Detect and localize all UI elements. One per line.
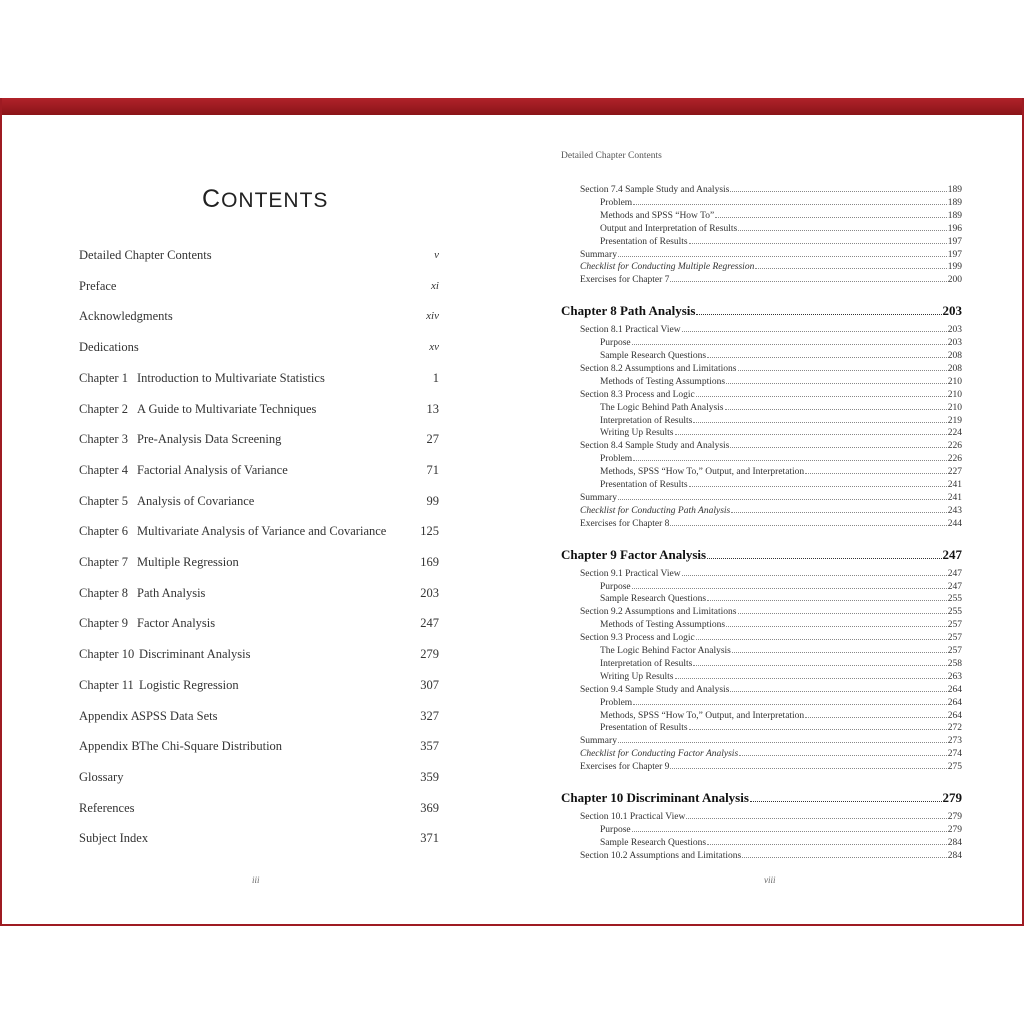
- entry-page: 189: [947, 197, 962, 208]
- entry-title: Logistic Regression: [139, 677, 239, 692]
- entry-title: Path Analysis: [137, 585, 206, 600]
- entry-title: Purpose: [600, 824, 631, 835]
- entry-page: 189: [947, 185, 962, 195]
- entry-label: Chapter 1: [79, 370, 128, 385]
- dot-leader: [730, 183, 946, 192]
- entry-page: 203: [420, 585, 439, 600]
- entry-title: Output and Interpretation of Results: [600, 223, 738, 234]
- entry-page: 226: [947, 441, 962, 452]
- entry-title: Chapter 9 Factor Analysis: [561, 546, 707, 562]
- entry-page: 13: [426, 401, 439, 416]
- dot-leader: [726, 618, 947, 627]
- entry-page: 275: [947, 762, 962, 773]
- entry-label: Chapter 8: [79, 585, 128, 600]
- dot-leader: [633, 696, 947, 705]
- entry-label: Appendix B: [79, 739, 140, 754]
- book-spread: [0, 98, 1024, 926]
- dot-leader: [618, 248, 947, 257]
- entry-title: Presentation of Results: [600, 723, 688, 734]
- dot-leader: [707, 836, 947, 845]
- entry-title: Detailed Chapter Contents: [79, 248, 212, 262]
- contents-entry: [580, 323, 962, 336]
- entry-title: Problem: [600, 697, 633, 708]
- dot-leader: [675, 426, 947, 435]
- entry-page: 1: [432, 370, 439, 385]
- dot-leader: [696, 631, 947, 640]
- dot-leader: [670, 760, 946, 769]
- contents-entry: [600, 465, 962, 478]
- entry-title: Chapter 8 Path Analysis: [561, 303, 696, 319]
- entry-page: 279: [420, 647, 439, 662]
- contents-entry: [79, 522, 439, 540]
- contents-entry: [580, 362, 962, 375]
- entry-page: 247: [942, 546, 962, 562]
- dot-leader: [618, 491, 947, 500]
- entry-label: Chapter 6: [79, 524, 128, 539]
- entry-title: Discriminant Analysis: [139, 647, 251, 662]
- entry-page: 247: [947, 581, 962, 592]
- entry-title: Chapter 10 Discriminant Analysis: [561, 790, 749, 805]
- contents-entry: [600, 478, 962, 491]
- contents-entry: [79, 369, 439, 387]
- dot-leader: [696, 388, 947, 397]
- entry-title: Checklist for Conducting Factor Analysis: [580, 749, 739, 760]
- contents-entry: [79, 461, 439, 479]
- entry-title: Sample Research Questions: [600, 837, 707, 848]
- contents-entry: [580, 491, 962, 504]
- entry-title: Exercises for Chapter 7: [580, 275, 670, 286]
- entry-title: Factorial Analysis of Variance: [137, 462, 288, 477]
- entry-page: 264: [947, 697, 962, 708]
- entry-page: 226: [947, 454, 962, 465]
- contents-entry: [79, 645, 439, 663]
- contents-entry: [600, 823, 962, 836]
- entry-title: Section 9.3 Process and Logic: [580, 633, 695, 644]
- dot-leader: [738, 605, 947, 614]
- right-page: [514, 115, 1024, 924]
- entry-page: 196: [947, 223, 962, 234]
- entry-page: 273: [947, 736, 962, 747]
- dot-leader: [707, 592, 947, 601]
- dot-leader: [742, 849, 947, 858]
- contents-entry: [600, 644, 962, 657]
- contents-entry: [600, 836, 962, 849]
- contents-entry: [600, 196, 962, 209]
- entry-title: Methods, SPSS “How To,” Output, and Interpretation: [600, 710, 805, 721]
- entry-page: 279: [942, 790, 962, 805]
- dot-leader: [805, 709, 947, 718]
- entry-label: Appendix A: [79, 708, 140, 723]
- contents-entry: [600, 375, 962, 388]
- entry-page: xi: [431, 279, 439, 292]
- entry-page: 99: [426, 493, 439, 508]
- contents-entry: [580, 810, 962, 823]
- contents-entry: [600, 401, 962, 414]
- chapter-entry: [561, 788, 962, 808]
- page-number: viii: [764, 875, 776, 885]
- contents-entry: [600, 452, 962, 465]
- entry-label: Chapter 11: [79, 677, 134, 692]
- contents-entry: [600, 349, 962, 362]
- entry-page: 203: [947, 325, 962, 336]
- entry-page: 208: [947, 363, 962, 374]
- entry-title: Section 8.4 Sample Study and Analysis: [580, 441, 730, 452]
- entry-page: 274: [947, 749, 962, 760]
- entry-page: 357: [420, 739, 439, 754]
- dot-leader: [682, 323, 947, 332]
- entry-title: Section 9.1 Practical View: [580, 568, 681, 579]
- entry-title: Methods of Testing Assumptions: [600, 620, 726, 631]
- entry-page: 208: [947, 351, 962, 361]
- contents-entry: [600, 592, 962, 605]
- contents-entry: [580, 439, 962, 452]
- entry-title: Sample Research Questions: [600, 594, 707, 605]
- contents-entry: [79, 400, 439, 418]
- contents-entry: [580, 567, 962, 580]
- dot-leader: [618, 734, 947, 743]
- chapter-entry: [561, 301, 962, 321]
- dot-leader: [725, 401, 947, 410]
- entry-title: Section 9.4 Sample Study and Analysis: [580, 684, 730, 695]
- entry-title: Exercises for Chapter 9: [580, 762, 670, 773]
- contents-entry: [79, 246, 439, 264]
- dot-leader: [686, 810, 946, 819]
- entry-page: 257: [947, 620, 962, 631]
- entry-title: The Logic Behind Factor Analysis: [600, 646, 731, 656]
- page-number: iii: [252, 875, 260, 885]
- dot-leader: [675, 670, 947, 679]
- entry-page: 257: [947, 646, 962, 656]
- entry-title: Summary: [580, 249, 617, 260]
- entry-page: 243: [947, 505, 962, 516]
- contents-entry: [600, 426, 962, 439]
- entry-title: Summary: [580, 736, 617, 747]
- entry-page: 255: [947, 607, 962, 618]
- dot-leader: [632, 580, 947, 589]
- dot-leader: [670, 517, 946, 526]
- contents-entry: [580, 260, 962, 273]
- entry-page: 284: [947, 837, 962, 848]
- contents-entry: [580, 504, 962, 517]
- entry-page: 263: [947, 671, 962, 682]
- entry-page: 27: [426, 432, 439, 447]
- entry-title: Analysis of Covariance: [137, 493, 255, 508]
- dot-leader: [682, 567, 947, 576]
- top-color-band: [2, 98, 1022, 115]
- entry-title: References: [79, 800, 135, 815]
- dot-leader: [707, 349, 947, 358]
- running-head: Detailed Chapter Contents: [561, 151, 662, 161]
- contents-entry: [580, 734, 962, 747]
- dot-leader: [693, 414, 946, 423]
- contents-entry: [79, 799, 439, 817]
- contents-entry: [600, 414, 962, 427]
- dot-leader: [715, 209, 947, 218]
- entry-page: 264: [947, 710, 962, 721]
- entry-title: Writing Up Results: [600, 671, 674, 682]
- dot-leader: [693, 657, 946, 666]
- entry-page: 284: [947, 850, 962, 861]
- dot-leader: [739, 747, 947, 756]
- entry-title: Methods of Testing Assumptions: [600, 376, 726, 387]
- entry-title: Subject Index: [79, 831, 149, 846]
- entry-page: 197: [947, 236, 962, 247]
- entry-page: 241: [947, 492, 962, 503]
- entry-title: Factor Analysis: [137, 616, 216, 631]
- entry-title: Purpose: [600, 581, 631, 592]
- entry-title: Section 7.4 Sample Study and Analysis: [580, 185, 730, 195]
- entry-page: 279: [947, 812, 962, 822]
- entry-label: Chapter 5: [79, 493, 128, 508]
- contents-entry: [580, 747, 962, 760]
- dot-leader: [689, 235, 947, 244]
- contents-entry: [79, 614, 439, 632]
- entry-page: 200: [947, 275, 962, 286]
- entry-title: Section 10.2 Assumptions and Limitations: [580, 850, 742, 861]
- contents-entry: [580, 388, 962, 401]
- entry-title: The Chi-Square Distribution: [139, 739, 283, 754]
- left-page: [2, 115, 514, 924]
- contents-entry: [600, 709, 962, 722]
- entry-page: 359: [420, 769, 439, 784]
- contents-entry: [580, 183, 962, 196]
- dot-leader: [732, 644, 947, 653]
- entry-title: Purpose: [600, 338, 631, 349]
- entry-title: Section 9.2 Assumptions and Limitations: [580, 607, 737, 618]
- entry-title: Introduction to Multivariate Statistics: [137, 370, 325, 385]
- entry-title: Methods and SPSS “How To”: [600, 210, 715, 221]
- contents-entry: [580, 849, 962, 862]
- contents-entry: [600, 670, 962, 683]
- contents-entry: [79, 430, 439, 448]
- entry-page: xv: [429, 341, 439, 354]
- dot-leader: [730, 683, 946, 692]
- entry-title: Section 10.1 Practical View: [580, 812, 686, 822]
- entry-label: Chapter 9: [79, 616, 128, 631]
- entry-title: Sample Research Questions: [600, 351, 707, 361]
- entry-title: Multivariate Analysis of Variance and Covariance: [137, 524, 387, 539]
- contents-entry: [600, 209, 962, 222]
- entry-title: Problem: [600, 454, 633, 465]
- entry-label: Chapter 4: [79, 462, 128, 477]
- dot-leader: [805, 465, 947, 474]
- entry-page: 210: [947, 389, 962, 400]
- entry-title: Preface: [79, 278, 117, 293]
- entry-title: Glossary: [79, 769, 124, 784]
- dot-leader: [632, 336, 947, 345]
- entry-title: Section 8.1 Practical View: [580, 325, 681, 336]
- entry-title: Summary: [580, 492, 617, 503]
- contents-entry: [79, 277, 439, 295]
- chapter-entry: [561, 545, 962, 565]
- dot-leader: [670, 273, 946, 282]
- entry-title: Section 8.2 Assumptions and Limitations: [580, 363, 737, 374]
- contents-entry: [580, 273, 962, 286]
- dot-leader: [726, 375, 947, 384]
- contents-entry: [580, 517, 962, 530]
- entry-page: 327: [420, 708, 439, 723]
- entry-page: 244: [947, 518, 962, 529]
- entry-page: 247: [947, 568, 962, 579]
- entry-label: Chapter 7: [79, 555, 128, 569]
- entry-title: A Guide to Multivariate Techniques: [137, 401, 317, 416]
- dot-leader: [731, 504, 947, 513]
- entry-title: Multiple Regression: [137, 555, 239, 569]
- entry-page: 199: [947, 262, 962, 273]
- contents-entry: [79, 768, 439, 786]
- entry-page: 169: [420, 555, 439, 569]
- contents-entry: [580, 631, 962, 644]
- contents-entry: [79, 307, 439, 325]
- entry-title: Pre-Analysis Data Screening: [137, 432, 282, 447]
- contents-entry: [79, 553, 439, 571]
- entry-label: Chapter 3: [79, 432, 128, 447]
- entry-title: Interpretation of Results: [600, 415, 693, 426]
- contents-entry: [600, 657, 962, 670]
- entry-title: Acknowledgments: [79, 309, 173, 324]
- entry-page: 224: [947, 428, 962, 439]
- entry-page: 210: [947, 376, 962, 387]
- entry-title: SPSS Data Sets: [139, 708, 218, 723]
- dot-leader: [633, 196, 947, 205]
- contents-entry: [600, 580, 962, 593]
- entry-page: 203: [947, 338, 962, 349]
- contents-entry: [79, 492, 439, 510]
- entry-page: 247: [420, 616, 439, 631]
- contents-entry: [600, 222, 962, 235]
- dot-leader: [632, 823, 947, 832]
- dot-leader: [755, 260, 946, 269]
- entry-page: 219: [947, 415, 962, 426]
- contents-entry: [79, 584, 439, 602]
- entry-page: 255: [947, 594, 962, 605]
- entry-page: 71: [426, 462, 439, 477]
- contents-entry: [79, 737, 439, 755]
- contents-entry: [580, 760, 962, 773]
- contents-entry: [79, 829, 439, 847]
- contents-entry: [79, 676, 439, 694]
- entry-page: v: [434, 249, 439, 261]
- entry-page: 371: [420, 831, 439, 846]
- dot-leader: [707, 546, 941, 559]
- entry-title: The Logic Behind Path Analysis: [600, 402, 724, 413]
- entry-title: Checklist for Conducting Path Analysis: [580, 505, 731, 516]
- entry-title: Interpretation of Results: [600, 658, 693, 669]
- dot-leader: [738, 222, 947, 231]
- dot-leader: [730, 439, 946, 448]
- entry-title: Presentation of Results: [600, 236, 688, 247]
- contents-entry: [600, 721, 962, 734]
- entry-page: 197: [947, 249, 962, 260]
- entry-title: Dedications: [79, 340, 139, 355]
- entry-title: Section 8.3 Process and Logic: [580, 389, 695, 400]
- entry-page: 210: [947, 402, 962, 413]
- entry-title: Writing Up Results: [600, 428, 674, 439]
- entry-page: 369: [420, 800, 439, 815]
- entry-title: Methods, SPSS “How To,” Output, and Interpretation: [600, 467, 805, 478]
- page-title: CONTENTS: [202, 185, 329, 213]
- entry-page: 258: [947, 658, 962, 669]
- entry-page: xiv: [426, 310, 439, 323]
- dot-leader: [633, 452, 947, 461]
- contents-entry: [580, 248, 962, 261]
- dot-leader: [689, 721, 947, 730]
- entry-page: 203: [942, 303, 962, 319]
- contents-entry: [600, 336, 962, 349]
- entry-page: 272: [947, 723, 962, 734]
- entry-page: 227: [947, 467, 962, 478]
- contents-entry: [580, 683, 962, 696]
- entry-title: Problem: [600, 197, 633, 208]
- contents-entry: [600, 618, 962, 631]
- dot-leader: [750, 789, 942, 802]
- dot-leader: [696, 302, 941, 315]
- entry-page: 189: [947, 210, 962, 221]
- contents-entry: [79, 707, 439, 725]
- entry-page: 307: [420, 677, 439, 692]
- contents-entry: [79, 338, 439, 356]
- contents-entry: [600, 696, 962, 709]
- entry-label: Chapter 2: [79, 401, 128, 416]
- contents-entry: [580, 605, 962, 618]
- contents-entry: [600, 235, 962, 248]
- entry-title: Checklist for Conducting Multiple Regression: [580, 262, 755, 273]
- entry-page: 241: [947, 480, 962, 490]
- dot-leader: [689, 478, 947, 487]
- entry-page: 279: [947, 824, 962, 835]
- entry-title: Presentation of Results: [600, 480, 688, 490]
- entry-title: Exercises for Chapter 8: [580, 518, 670, 529]
- entry-page: 257: [947, 633, 962, 644]
- entry-label: Chapter 10: [79, 647, 135, 662]
- entry-page: 125: [420, 524, 439, 539]
- entry-page: 264: [947, 684, 962, 695]
- dot-leader: [738, 362, 947, 371]
